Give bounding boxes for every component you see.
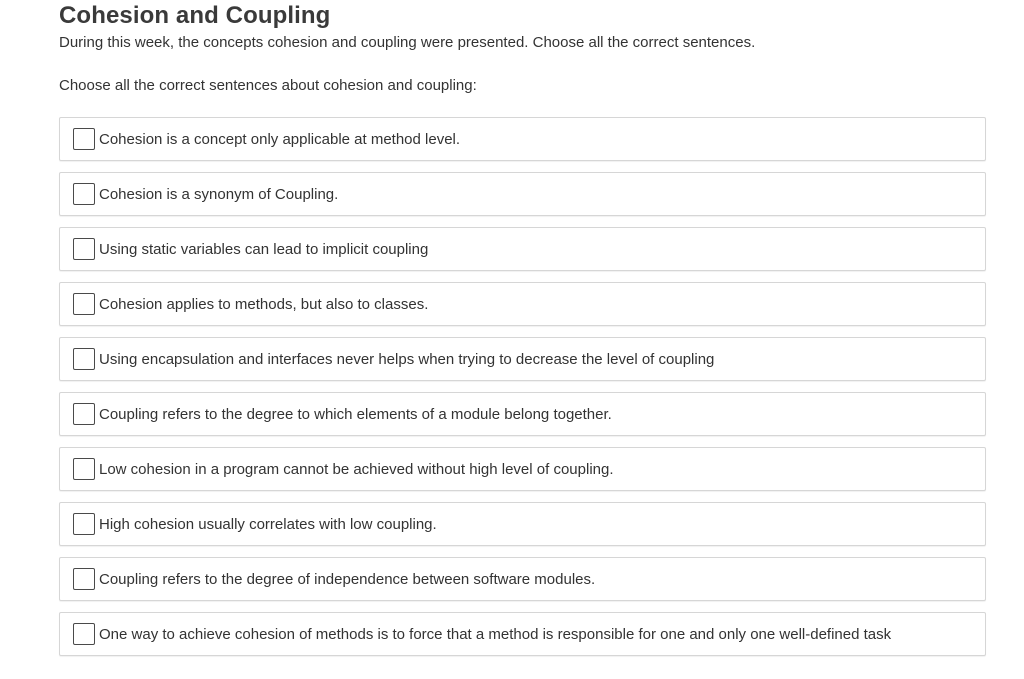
checkbox[interactable] [73, 623, 95, 645]
answer-option-label: Using static variables can lead to implicit coupling [99, 240, 429, 258]
answer-option[interactable] [59, 282, 986, 326]
checkbox[interactable] [73, 568, 95, 590]
answer-option-label: Coupling refers to the degree to which elements of a module belong together. [99, 405, 612, 423]
answer-option-label: Cohesion is a concept only applicable at method level. [99, 130, 461, 148]
answer-option-label: Low cohesion in a program cannot be achieved without high level of coupling. [99, 460, 614, 478]
question-prompt: Choose all the correct sentences about cohesion and coupling: [59, 77, 477, 94]
page-title: Cohesion and Coupling [59, 2, 331, 29]
checkbox[interactable] [73, 238, 95, 260]
answer-option[interactable] [59, 117, 986, 161]
answer-option-label: Cohesion is a synonym of Coupling. [99, 185, 339, 203]
checkbox[interactable] [73, 403, 95, 425]
checkbox[interactable] [73, 513, 95, 535]
answer-option-label: Using encapsulation and interfaces never helps when trying to decrease the level of coupling [99, 350, 715, 368]
answer-option-label: High cohesion usually correlates with low coupling. [99, 515, 437, 533]
answer-option-label: One way to achieve cohesion of methods is to force that a method is responsible for one and only one well-defined task [99, 625, 892, 643]
checkbox[interactable] [73, 183, 95, 205]
answer-option[interactable] [59, 172, 986, 216]
checkbox[interactable] [73, 458, 95, 480]
answer-option-label: Coupling refers to the degree of independence between software modules. [99, 570, 596, 588]
answer-option[interactable] [59, 227, 986, 271]
answer-option[interactable] [59, 557, 986, 601]
answer-option[interactable] [59, 502, 986, 546]
answer-option[interactable] [59, 447, 986, 491]
checkbox[interactable] [73, 128, 95, 150]
checkbox[interactable] [73, 348, 95, 370]
answer-option[interactable] [59, 337, 986, 381]
answer-option[interactable] [59, 612, 986, 656]
answer-options-list [59, 117, 986, 667]
answer-option[interactable] [59, 392, 986, 436]
page-description: During this week, the concepts cohesion and coupling were presented. Choose all the correct sentences. [59, 34, 756, 51]
answer-option-label: Cohesion applies to methods, but also to classes. [99, 295, 429, 313]
checkbox[interactable] [73, 293, 95, 315]
